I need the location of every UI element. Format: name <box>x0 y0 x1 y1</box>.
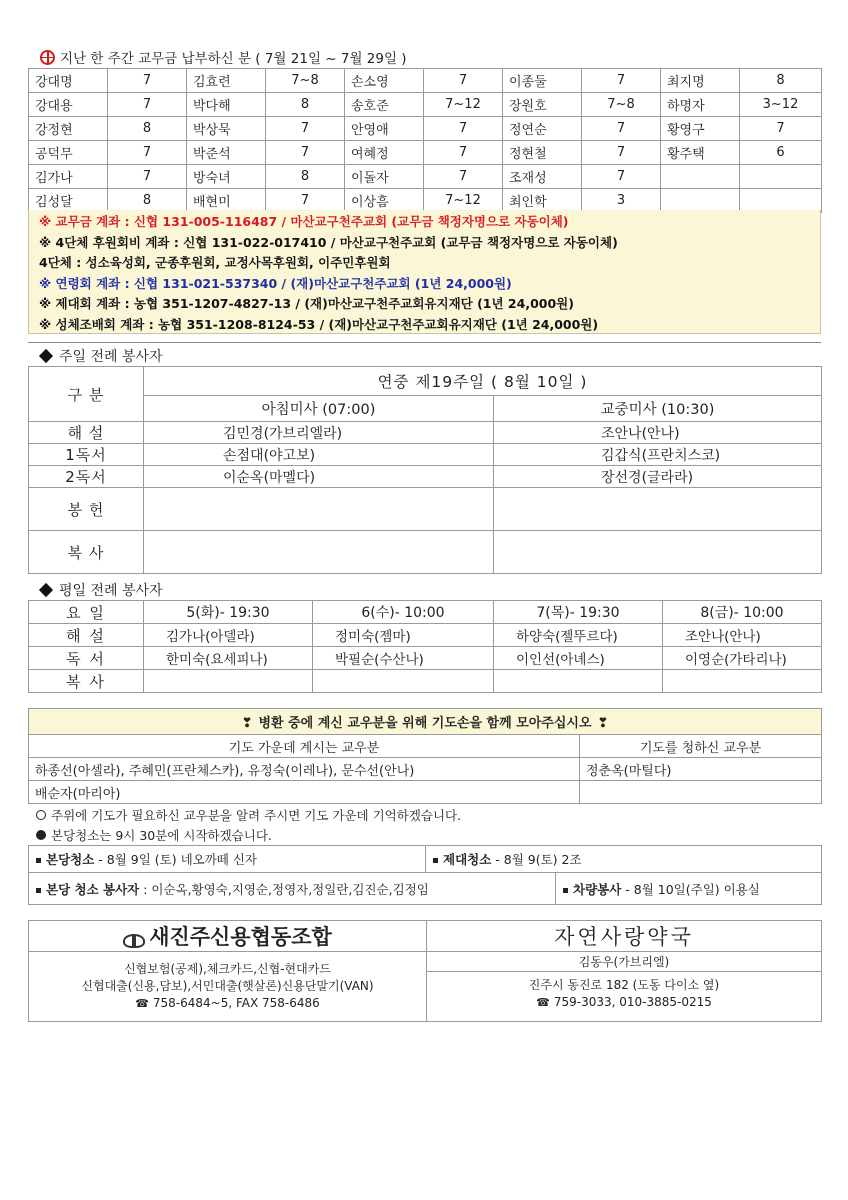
square-bullet-icon <box>36 888 41 893</box>
mass2-server <box>494 488 822 531</box>
donor-name: 송호준 <box>345 93 424 117</box>
divider <box>28 342 821 343</box>
cleaning-label-3: 본당 청소 봉사자 <box>46 881 140 897</box>
pharmacy-address: 진주시 동진로 182 (도동 다이소 옆) <box>528 978 720 992</box>
ring-bullet-icon <box>36 810 46 820</box>
header-label: 구 분 <box>29 367 144 422</box>
prayer-table <box>28 708 822 804</box>
credit-union-title: 새진주신용협동조합 <box>149 925 332 949</box>
pharmacy-owner: 김동우(가브리엘) <box>426 952 822 972</box>
donor-months <box>740 189 822 213</box>
cleaning-text-3: : 이순옥,황영숙,지영순,정영자,정일란,김진순,김정임 <box>139 881 429 897</box>
weekday-server <box>663 670 822 693</box>
donor-months: 8 <box>108 189 187 213</box>
donor-months: 3 <box>582 189 661 213</box>
donation-header <box>40 47 407 67</box>
donor-name: 정현철 <box>503 141 582 165</box>
donor-name: 강대명 <box>29 69 108 93</box>
donor-name: 여혜정 <box>345 141 424 165</box>
mass2-server: 조안나(안나) <box>494 422 822 444</box>
cleaning-label-2: 제대청소 <box>443 852 492 867</box>
cleaning-text-4: - 8월 10일(주일) 이용실 <box>621 881 760 897</box>
ads-table <box>28 920 822 1022</box>
prayer-title-row <box>29 709 822 735</box>
weekday-server <box>313 670 494 693</box>
prayer-title: 병환 중에 계신 교우분을 위해 기도손을 함께 모아주십시오 <box>258 716 592 731</box>
cleaning-text-1: - 8월 9일 (토) 네오까떼 신자 <box>94 852 257 867</box>
prayer-row2-left: 배순자(마리아) <box>29 781 580 804</box>
weekday-server: 이인선(아녜스) <box>494 647 663 670</box>
weekday-server: 한미숙(요세피나) <box>144 647 313 670</box>
weekday-day: 8(금)- 10:00 <box>663 601 822 624</box>
donor-name: 박다해 <box>187 93 266 117</box>
donor-months: 7 <box>424 165 503 189</box>
sunday-row <box>29 531 822 574</box>
donor-name: 이종둘 <box>503 69 582 93</box>
donation-title: 지난 한 주간 교무금 납부하신 분 ( 7월 21일 ~ 7월 29일 ) <box>60 51 407 67</box>
info-text-2: 본당청소는 9시 30분에 시작하겠습니다. <box>51 828 272 843</box>
credit-union-line-2: 신협대출(신용,담보),서민대출(햇살론)신용단말기(VAN) <box>81 979 374 993</box>
weekday-row <box>29 670 822 693</box>
donation-row <box>29 189 822 213</box>
donor-name: 방숙녀 <box>187 165 266 189</box>
week-title: 연중 제19주일 ( 8월 10일 ) <box>144 367 822 396</box>
sunday-section-title: 주일 전례 봉사자 <box>59 349 163 365</box>
donation-row <box>29 165 822 189</box>
prayer-row2-right <box>580 781 822 804</box>
donor-name: 정연순 <box>503 117 582 141</box>
notice-line: ※ 4단체 후원회비 계좌 : 신협 131-022-017410 / 마산교구천주교회 (교무금 책정자명으로 자동이체) <box>39 234 618 250</box>
weekday-row <box>29 647 822 670</box>
mass1-server <box>144 531 494 574</box>
notice-line: ※ 성체조배회 계좌 : 농협 351-1208-8124-53 / (재)마산교구천주교회유지재단 (1년 24,000원) <box>39 316 599 332</box>
square-bullet-icon <box>563 888 568 893</box>
credit-union-title-cell <box>29 921 427 952</box>
donor-months: 7 <box>582 69 661 93</box>
donor-months: 7 <box>582 117 661 141</box>
donor-months: 7~8 <box>582 93 661 117</box>
pharmacy-phone: 759-3033, 010-3885-0215 <box>553 995 712 1009</box>
cleaning-cell-1 <box>29 846 426 873</box>
donation-row <box>29 69 822 93</box>
credit-union-line-3: 758-6484~5, FAX 758-6486 <box>152 996 320 1010</box>
weekday-day-row <box>29 601 822 624</box>
donation-row <box>29 117 822 141</box>
weekday-server <box>144 670 313 693</box>
donor-months: 7 <box>266 117 345 141</box>
donor-name <box>661 165 740 189</box>
donor-name: 손소영 <box>345 69 424 93</box>
square-bullet-icon <box>36 858 41 863</box>
heart-icon: ❣ <box>597 716 609 731</box>
donor-months: 7 <box>266 141 345 165</box>
mass2-server: 장선경(글라라) <box>494 466 822 488</box>
donor-months: 8 <box>740 69 822 93</box>
role-label: 1독서 <box>29 444 144 466</box>
role-label: 2독서 <box>29 466 144 488</box>
info-text-1: 주위에 기도가 필요하신 교우분을 알려 주시면 기도 가운데 기억하겠습니다. <box>51 808 462 823</box>
cleaning-cell-2 <box>426 846 822 873</box>
mass2-server <box>494 531 822 574</box>
role-label: 독 서 <box>29 647 144 670</box>
role-label: 복 사 <box>29 670 144 693</box>
notice-line: ※ 연령회 계좌 : 신협 131-021-537340 / (재)마산교구천주교회 (1년 24,000원) <box>39 275 512 291</box>
donor-name: 배현미 <box>187 189 266 213</box>
donor-months: 7~12 <box>424 93 503 117</box>
day-label: 요 일 <box>29 601 144 624</box>
donor-months: 8 <box>266 93 345 117</box>
mass1-server <box>144 488 494 531</box>
mass2-server: 김갑식(프란치스코) <box>494 444 822 466</box>
account-notices <box>28 210 821 334</box>
donor-name: 장원호 <box>503 93 582 117</box>
donor-name: 조재성 <box>503 165 582 189</box>
weekday-day: 6(수)- 10:00 <box>313 601 494 624</box>
weekday-server: 박필순(수산나) <box>313 647 494 670</box>
donor-name: 최인학 <box>503 189 582 213</box>
donor-months: 7 <box>424 117 503 141</box>
donor-name: 김성달 <box>29 189 108 213</box>
info-line-2 <box>36 826 272 844</box>
weekday-server: 이영순(가타리나) <box>663 647 822 670</box>
donor-months: 7 <box>108 141 187 165</box>
donor-name: 강대용 <box>29 93 108 117</box>
donor-name: 안영애 <box>345 117 424 141</box>
donor-name: 이돌자 <box>345 165 424 189</box>
weekday-server: 김가나(아델라) <box>144 624 313 647</box>
mass1-header: 아침미사 (07:00) <box>144 396 494 422</box>
diamond-bullet-icon <box>39 349 53 363</box>
donor-name: 하명자 <box>661 93 740 117</box>
weekday-day: 5(화)- 19:30 <box>144 601 313 624</box>
cleaning-cell-3 <box>29 873 556 905</box>
sunday-row <box>29 466 822 488</box>
mass1-server: 이순옥(마멜다) <box>144 466 494 488</box>
donor-months: 8 <box>266 165 345 189</box>
dot-bullet-icon <box>36 830 46 840</box>
notice-line: ※ 제대회 계좌 : 농협 351-1207-4827-13 / (재)마산교구천주교회유지재단 (1년 24,000원) <box>39 296 574 311</box>
donor-months: 7 <box>424 69 503 93</box>
notice-line: 4단체 : 성소육성회, 군종후원회, 교정사목후원회, 이주민후원회 <box>39 255 391 270</box>
weekday-section-header <box>36 580 163 600</box>
donor-months: 7 <box>108 69 187 93</box>
donor-months: 7 <box>108 93 187 117</box>
donor-name: 김가나 <box>29 165 108 189</box>
role-label: 해 설 <box>29 624 144 647</box>
donor-name: 황주택 <box>661 141 740 165</box>
donor-name: 최지명 <box>661 69 740 93</box>
donor-months: 7 <box>266 189 345 213</box>
cleaning-label-4: 차량봉사 <box>573 881 622 897</box>
role-label: 해 설 <box>29 422 144 444</box>
notice-line: ※ 교무금 계좌 : 신협 131-005-116487 / 마산교구천주교회 (교무금 책정자명으로 자동이체) <box>39 214 569 229</box>
mass2-header: 교중미사 (10:30) <box>494 396 822 422</box>
donor-name: 이상흠 <box>345 189 424 213</box>
weekday-day: 7(목)- 19:30 <box>494 601 663 624</box>
cross-circle-icon <box>40 50 55 65</box>
donor-months: 7 <box>582 141 661 165</box>
info-line-1 <box>36 806 461 824</box>
weekday-servers-table <box>28 600 822 693</box>
weekday-section-title: 평일 전례 봉사자 <box>59 583 163 599</box>
prayer-row1-left: 하종선(아셀라), 주혜민(프란체스카), 유정숙(이레나), 문수선(안나) <box>29 758 580 781</box>
mass1-server: 손점대(야고보) <box>144 444 494 466</box>
credit-union-info <box>29 952 427 1022</box>
phone-icon: ☎ <box>536 996 550 1009</box>
donor-months: 7 <box>582 165 661 189</box>
donor-months: 7 <box>108 165 187 189</box>
donor-name: 박상묵 <box>187 117 266 141</box>
donor-months: 7~12 <box>424 189 503 213</box>
weekday-server: 정미숙(젬마) <box>313 624 494 647</box>
credit-union-line-1: 신협보험(공제),체크카드,신협-현대카드 <box>124 962 331 976</box>
mass1-server: 김민경(가브리엘라) <box>144 422 494 444</box>
donor-months: 6 <box>740 141 822 165</box>
heart-icon: ❣ <box>241 716 253 731</box>
square-bullet-icon <box>433 858 438 863</box>
pharmacy-title-cell <box>427 921 822 952</box>
donor-name <box>661 189 740 213</box>
donor-months: 7 <box>740 117 822 141</box>
weekday-row <box>29 624 822 647</box>
donation-row <box>29 141 822 165</box>
prayer-col2-header: 기도를 청하신 교우분 <box>580 735 822 758</box>
donor-name: 황영구 <box>661 117 740 141</box>
diamond-bullet-icon <box>39 583 53 597</box>
donation-table <box>28 68 822 213</box>
prayer-row1-right: 정춘옥(마틸다) <box>580 758 822 781</box>
sunday-row <box>29 422 822 444</box>
weekday-server <box>494 670 663 693</box>
donor-months: 3~12 <box>740 93 822 117</box>
pharmacy-title: 자연사랑약국 <box>554 925 694 949</box>
donor-months <box>740 165 822 189</box>
donor-name: 박준석 <box>187 141 266 165</box>
weekday-server: 조안나(안나) <box>663 624 822 647</box>
donor-months: 7~8 <box>266 69 345 93</box>
pharmacy-info <box>427 952 822 1022</box>
cleaning-cell-4 <box>556 873 822 905</box>
sunday-row <box>29 488 822 531</box>
prayer-col1-header: 기도 가운데 계시는 교우분 <box>29 735 580 758</box>
sunday-row <box>29 444 822 466</box>
weekday-server: 하양숙(젤뚜르다) <box>494 624 663 647</box>
donation-row <box>29 93 822 117</box>
cleaning-label-1: 본당청소 <box>46 852 95 867</box>
donor-months: 8 <box>108 117 187 141</box>
cleaning-text-2: - 8월 9(토) 2조 <box>491 852 582 867</box>
donor-name: 김효련 <box>187 69 266 93</box>
phone-icon: ☎ <box>135 997 149 1010</box>
cleaning-table <box>28 845 822 905</box>
donor-name: 강정현 <box>29 117 108 141</box>
role-label: 복 사 <box>29 531 144 574</box>
sunday-section-header <box>36 346 163 366</box>
donor-name: 공덕무 <box>29 141 108 165</box>
donor-months: 7 <box>424 141 503 165</box>
role-label: 봉 헌 <box>29 488 144 531</box>
credit-union-logo-icon <box>123 934 145 948</box>
sunday-servers-table <box>28 366 822 574</box>
